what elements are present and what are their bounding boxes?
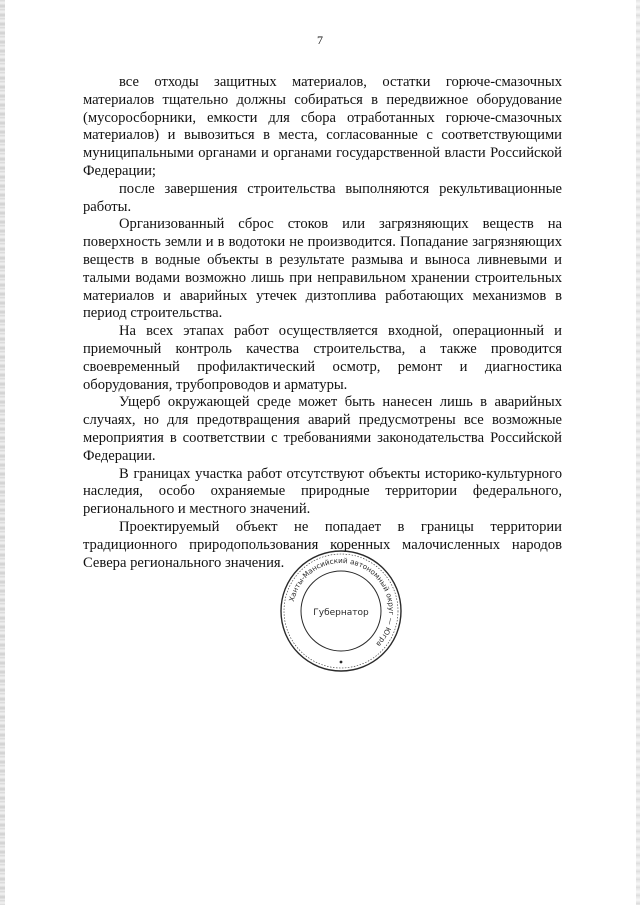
governor-seal-stamp (278, 548, 404, 674)
paragraph-cultural-heritage: В границах участка работ отсутствуют объекты историко-культурного наследия, особо охраняемые природные территории федерального, регионального и местного значений. (83, 465, 562, 518)
paragraph-waste-collection: все отходы защитных материалов, остатки горюче-смазочных материалов тщательно должны собираться в передвижное оборудование (мусоросборники, емкости для сбора отработанных горюче-смазочных материалов) и вывозиться в места, согласованные с соответствующими муниципальными органами и органами государственной власти Российской Федерации; (83, 74, 562, 179)
paragraph-discharge: Организованный сброс стоков или загрязняющих веществ на поверхность земли и в водотоки не производится. Попадание загрязняющих веществ в водные объекты в результате размыва и выноса ливневыми и талыми водами возможно лишь при неправильном хранении строительных материалов и аварийных утечек дизтоплива работающих механизмов в период строительства. (83, 216, 562, 322)
scan-edge-right (636, 0, 640, 905)
scan-edge-left (0, 0, 5, 905)
seal-graphic (278, 548, 404, 674)
paragraph-quality-control: На всех этапах работ осуществляется входной, операционный и приемочный контроль качества строительства, а также проводится своевременный профилактический осмотр, ремонт и диагностика оборудования, трубопроводов и арматуры. (83, 323, 562, 393)
paragraph-recultivation: после завершения строительства выполняются рекультивационные работы. (83, 180, 562, 215)
document-body (83, 74, 562, 572)
seal-ring-textpath: Ханты-Мансийский автономный округ — Югра (286, 555, 397, 649)
page-number: 7 (317, 33, 323, 47)
paragraph-traditional-land-use: Проектируемый объект не попадает в границы территории традиционного природопользования коренных малочисленных народов Севера регионального значения. (83, 518, 562, 571)
seal-center-text: Губернатор (313, 608, 369, 618)
paragraph-environmental-damage: Ущерб окружающей среде может быть нанесен лишь в аварийных случаях, но для предотвращения аварий предусмотрены все возможные мероприятия в соответствии с требованиями законодательства Российской Федерации. (83, 394, 562, 464)
seal-star-dot (340, 661, 343, 664)
